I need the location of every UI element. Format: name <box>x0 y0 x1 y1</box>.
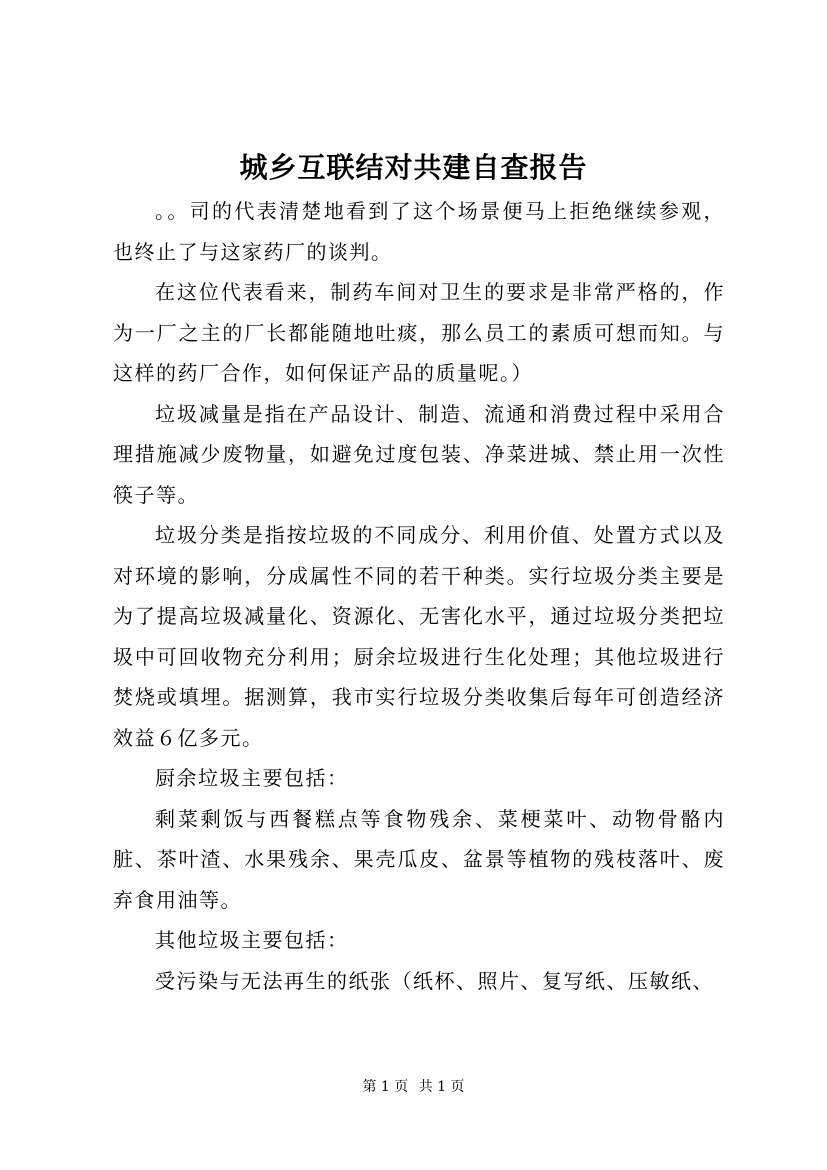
paragraph: 厨余垃圾主要包括： <box>155 766 349 790</box>
paragraph: 其他垃圾主要包括： <box>155 928 349 952</box>
paragraph: 剩菜剩饭与西餐糕点等食物残余、菜梗菜叶、动物骨骼内脏、茶叶渣、水果残余、果壳瓜皮、盆景等植物的残枝落叶、废弃食用油等。 <box>113 806 725 912</box>
paragraph: 在这位代表看来，制药车间对卫生的要求是非常严格的，作为一厂之主的厂长都能随地吐痰，那么员工的素质可想而知。与这样的药厂合作，如何保证产品的质量呢。） <box>113 280 725 385</box>
page-total: 共 1 页 <box>418 1079 465 1095</box>
page-footer <box>0 1077 827 1097</box>
paragraph: 受污染与无法再生的纸张（纸杯、照片、复写纸、压敏纸、 <box>155 968 714 993</box>
paragraph: 。。司的代表清楚地看到了这个场景便马上拒绝继续参观，也终止了与这家药厂的谈判。 <box>113 199 725 264</box>
document-title: 城乡互联结对共建自查报告 <box>239 151 588 184</box>
page-number: 第 1 页 <box>362 1079 409 1095</box>
document-body <box>113 191 725 1001</box>
paragraph: 垃圾分类是指按垃圾的不同成分、利用价值、处置方式以及对环境的影响，分成属性不同的若干种类。实行垃圾分类主要是为了提高垃圾减量化、资源化、无害化水平，通过垃圾分类把垃圾中可回收物充分利用；厨余垃圾进行生化处理；其他垃圾进行焚烧或填埋。据测算，我市实行垃圾分类收集后每年可创造经济效益６亿多元。 <box>113 523 725 750</box>
paragraph: 垃圾减量是指在产品设计、制造、流通和消费过程中采用合理措施减少废物量，如避免过度包装、净菜进城、禁止用一次性筷子等。 <box>113 401 725 507</box>
